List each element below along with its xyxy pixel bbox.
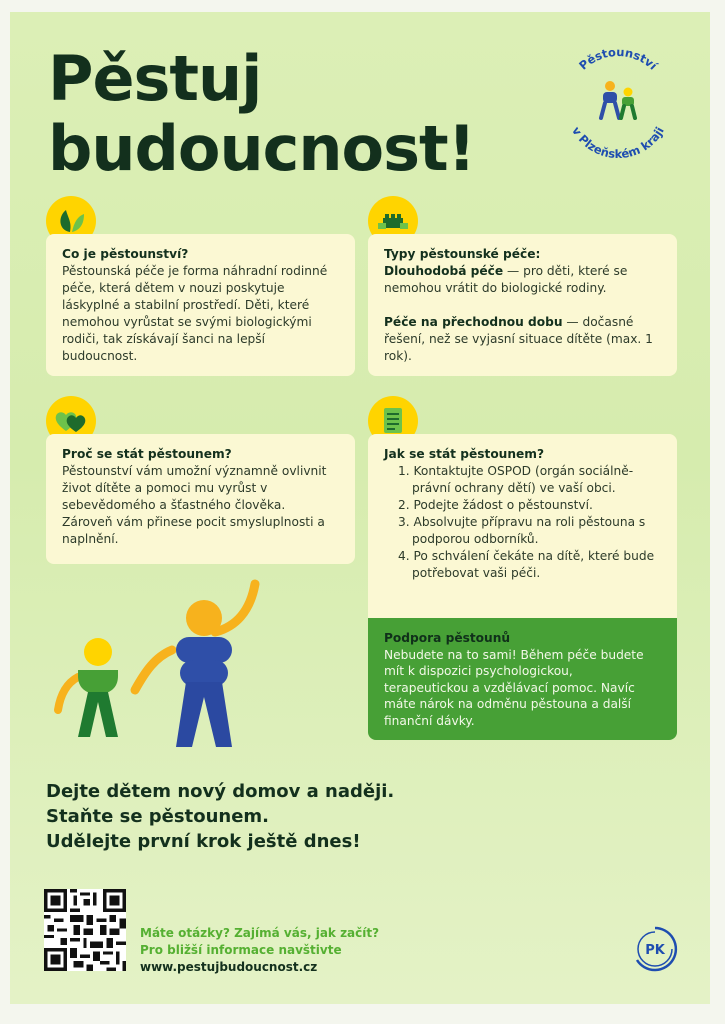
contact-info bbox=[140, 925, 379, 976]
logo-bottom-text: v Plzeňském kraji bbox=[569, 124, 667, 162]
slogan-line-1: Dejte dětem nový domov a naději. bbox=[46, 781, 395, 802]
card-body: Pěstounská péče je forma náhradní rodinné péče, která dětem v nouzi poskytuje láskyplné a stabilní prostředí. Děti, které nemohou vyrůstat se svými biologickými rodiči, tak získávají šanci na lepší budoucnost. bbox=[62, 264, 328, 363]
card-heading: Typy pěstounské péče: bbox=[384, 247, 541, 261]
contact-info-text: Pro bližší informace navštivte bbox=[140, 943, 342, 957]
website-link[interactable]: www.pestujbudoucnost.cz bbox=[140, 960, 318, 974]
step-item: 3. Absolvujte přípravu na roli pěstouna s podporou odborníků. bbox=[398, 515, 646, 546]
poster bbox=[10, 12, 710, 1004]
card-heading: Co je pěstounství? bbox=[62, 247, 189, 261]
slogan bbox=[46, 779, 394, 854]
pk-text: PK bbox=[645, 943, 665, 958]
card-heading: Jak se stát pěstounem? bbox=[384, 447, 545, 461]
title-line-2: budoucnost! bbox=[48, 112, 475, 185]
pk-logo-icon bbox=[630, 924, 680, 974]
logo-top-text: Pěstounství bbox=[576, 46, 661, 73]
contact-question: Máte otázky? Zajímá vás, jak začít? bbox=[140, 926, 380, 940]
steps-list bbox=[384, 463, 661, 582]
card-support bbox=[368, 618, 677, 740]
step-item: 1. Kontaktujte OSPOD (orgán sociálně-právní ochrany dětí) ve vaší obci. bbox=[398, 464, 634, 495]
family-illustration bbox=[40, 572, 280, 747]
temporary-label: Péče na přechodnou dobu bbox=[384, 315, 563, 329]
card-heading: Proč se stát pěstounem? bbox=[62, 447, 232, 461]
long-term-care bbox=[384, 263, 661, 297]
pestounstvi-logo bbox=[558, 46, 678, 176]
page-title bbox=[48, 44, 475, 184]
card-heading: Podpora pěstounů bbox=[384, 631, 511, 645]
card-why-foster bbox=[46, 434, 355, 564]
long-term-label: Dlouhodobá péče bbox=[384, 264, 504, 278]
slogan-line-2: Staňte se pěstounem. bbox=[46, 806, 270, 827]
temporary-text: — dočasné řešení, než se vyjasní situace dítěte (max. 1 rok). bbox=[384, 315, 653, 363]
card-types-of-care bbox=[368, 234, 677, 376]
card-how-to-become bbox=[368, 434, 677, 618]
slogan-line-3: Udělejte první krok ještě dnes! bbox=[46, 831, 361, 852]
logo-figures-icon bbox=[601, 81, 635, 118]
temporary-care bbox=[384, 314, 661, 365]
step-item: 4. Po schválení čekáte na dítě, které bude potřebovat vaši péči. bbox=[398, 549, 655, 580]
card-what-is-fostering bbox=[46, 234, 355, 376]
long-term-text: — pro děti, které se nemohou vrátit do biologické rodiny. bbox=[384, 264, 628, 295]
qr-code[interactable] bbox=[44, 889, 126, 971]
title-line-1: Pěstuj bbox=[48, 42, 262, 115]
step-item: 2. Podejte žádost o pěstounství. bbox=[398, 498, 593, 512]
card-body: Pěstounství vám umožní významně ovlivnit život dítěte a pomoci mu vyrůst v sebevědomého a šťastného člověka. Zároveň vám přinese pocit smysluplnosti a naplnění. bbox=[62, 464, 327, 546]
card-body: Nebudete na to sami! Během péče budete mít k dispozici psychologickou, terapeutickou a vzdělávací pomoc. Navíc máte nárok na odměnu pěstouna a další finanční dávky. bbox=[384, 647, 644, 728]
